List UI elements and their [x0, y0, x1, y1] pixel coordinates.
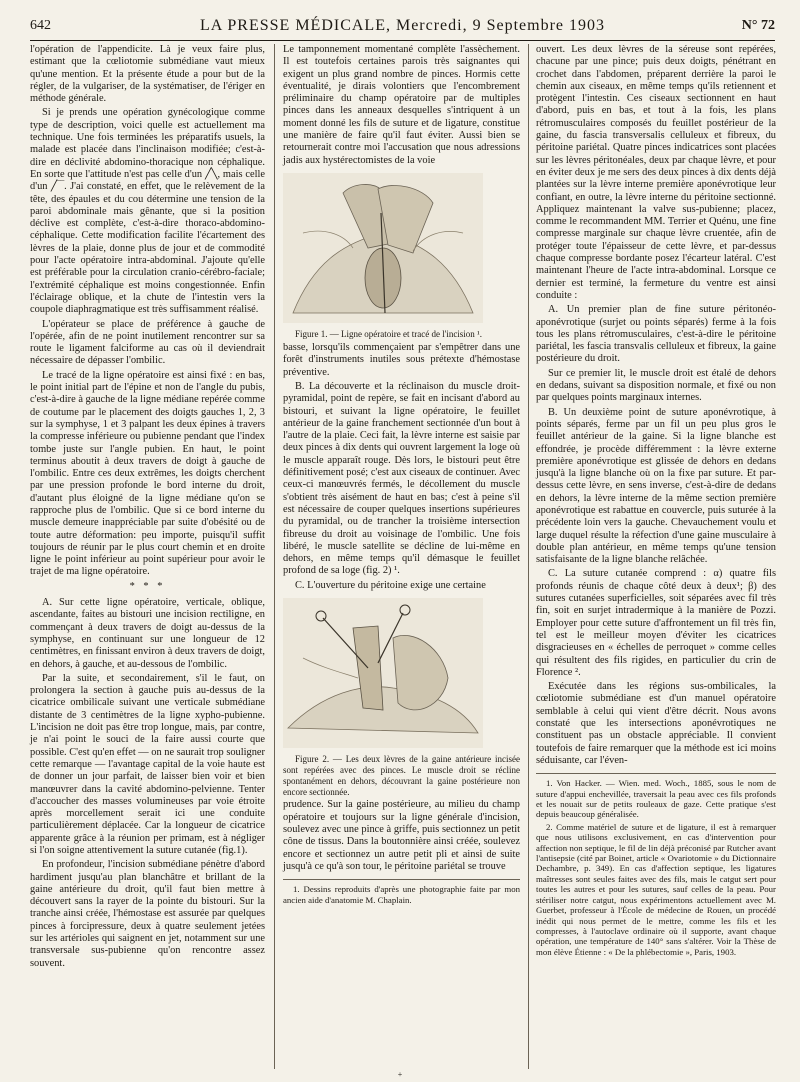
paragraph: C. La suture cutanée comprend : α) quatre fils profonds réunis de chaque côté deux à deux¹; β) des sutures cutanées superficielles, soit séparées avec fil très fin, soit en surjet intradermique à la manière de Pozzi. Employer pour cette suture d'affrontement un fil très fin, tel est le meilleur moyen d'éviter les cicatrices disgracieuses en « échelles de perroquet » comme celles qui résultent des fils rigides, en particulier du crin de Florence ². [536, 568, 776, 678]
column-2 [283, 44, 520, 907]
paragraph: l'opération de l'appendicite. Là je veux faire plus, estimant que la cœliotomie submédiane vaut mieux qu'une mention. Et la présente étude a pour but de la régler, de la vulgariser, de la systématiser, de l'ériger en méthode générale. [30, 44, 265, 105]
paragraph: Le tracé de la ligne opératoire est ainsi fixé : en bas, le point initial part de l'épine et non de l'angle du pubis, c'est-à-dire à gauche de la ligne médiane repérée comme de coutume par le placement des doigts gauches 1, 2, 3 sur la symphyse, 1 et 3 palpant les deux épines à travers la compresse inférieure ou pubienne pendant que l'index tombe juste sur l'angle pubien. En haut, le point terminus aboutit à deux travers de doigt à gauche de l'ombilic. Entre ces deux extrêmes, les doigts cherchent par une pression profonde le bord interne du droit, d'autant plus éloigné de la ligne médiane qu'on se rapproche plus de l'ombilic. Que si ce bord interne du muscle demeure inappréciable par suite d'obésité ou de toute autre déformation: peu importe, puisqu'il suffit toujours de réunir par le plus court chemin et en droite ligne le point inférieur au point supérieur pour avoir le trajet de ma ligne opératoire. [30, 369, 265, 578]
paragraph: C. L'ouverture du péritoine exige une certaine [295, 579, 486, 591]
page-footer-mark: + [397, 1070, 403, 1079]
paragraph: basse, lorsqu'ils commençaient par s'empêtrer dans une forêt d'instruments inutiles sous prétexte d'hémostase préventive. [283, 342, 520, 378]
paragraph: Sur ce premier lit, le muscle droit est étalé de dehors en dedans, suivant sa disposition normale, et fixé ou non par quelques points marginaux internes. [536, 367, 776, 404]
paragraph: L'opérateur se place de préférence à gauche de l'opérée, afin de ne point inutilement rencontrer sur sa route le ligament falciforme au cas où il deviendrait nécessaire de dépasser l'ombilic. [30, 318, 265, 367]
figure-1-caption: Figure 1. — Ligne opératoire et tracé de l'incision ¹. [295, 329, 483, 340]
paragraph: Exécutée dans les régions sus-ombilicales, la cœliotomie submédiane est d'un manuel opératoire semblable à celui qui vient d'être décrit. Nous avons constaté que les intersections aponévrotiques ne constituent pas un obstacle appréciable. Il convient toutefois de faire remarquer que la méthode est ici moins séduisante, car l'éven- [536, 681, 776, 766]
column-1 [30, 44, 265, 972]
footnote: 1. Dessins reproduits d'après une photographie faite par mon ancien aide d'anatomie M. Chaplain. [283, 884, 520, 905]
masthead-title: LA PRESSE MÉDICALE, Mercredi, 9 Septembre 1903 [199, 17, 606, 34]
paragraph: A. Un premier plan de fine suture péritonéo-aponévrotique (surjet ou points séparés) ferme à la fois tous les plans rétromusculaires, c'est-à-dire le péritoine pariétal, les fascia transvalis celluleux et fibreux, la gaine postérieure du droit. [536, 304, 776, 365]
paragraph: B. La découverte et la réclinaison du muscle droit-pyramidal, point de repère, se fait en incisant d'abord au bistouri, et suivant la ligne opératoire, le feuillet antérieur de la gaine franchement sectionnée d'un bout à l'autre de la plaie. Ceci fait, la lèvre interne est saisie par deux pinces à dix dents qui ouvrent largement la loge où le muscle apparaît rouge. Dès lors, le bistouri peut être définitivement posé; c'est aux ciseaux de continuer. Avec ceux-ci manœuvrés fermés, le décollement du muscle s'obtient très aisément de haut en bas; c'est à peine s'il est nécessaire de couper quelques insertions supérieures du pyramidal, ou de trancher la troisième intersection fibreuse du droit au voisinage de l'ombilic. Une fois libéré, le muscle satellite se décline de lui-même en dehors, en même temps qu'il démasque le feuillet profond de sa loge (fig. 2) ¹. [283, 380, 520, 577]
issue-number: N° 72 [741, 18, 775, 33]
figure-2-caption: Figure 2. — Les deux lèvres de la gaine antérieure incisée sont repérées avec des pinces. Le muscle droit se récline spontanément en dehors, découvrant la gaine postérieure non encore sectionnée. [283, 754, 520, 797]
footnote: 2. Comme matériel de suture et de ligature, il est à remarquer que nous utilisons exclusivement, en cas d'intervention pour affection non septique, le fil de lin déjà préconisé par Rutcher avant l'antisepsie (cité par Boinet, article « Ovariotomie » du Dictionnaire Dechambre, p. 349). En cas d'affection septique, les ligatures maîtresses sont seules faites avec des fils, mais le catgut sert pour toutes les autres et pour les sutures, sauf celles de la peau. Pour stériliser notre catgut, nous expérimentons actuellement avec M. Guerbet, professeur à l'École de médecine de Rouen, un procédé inédit qui nous permet de le mettre, comme les fils et les compresses, à l'autoclave ordinaire où il supporte, avant chaque opération, une température de 140° sans s'altérer. Voir la Thèse de mon élève Étienne : « De la phlébectomie », Paris, 1903. [536, 821, 776, 957]
paragraph: En profondeur, l'incision submédiane pénètre d'abord hardiment jusqu'au plan blanchâtre et brillant de la gaine antérieure du droit, qu'il faut bien mettre à découvert sans la rayer de la pointe du bistouri. Sur la tranche ainsi créée, l'hémostase est assurée par quelques pinces à forcipressure, deux à quatre seulement jetées sur les artérioles qui saignent en jet, notamment sur une transversale sus-pubienne qu'on rencontre assez souvent. [30, 859, 265, 969]
column-3 [536, 44, 776, 959]
paragraph: ouvert. Les deux lèvres de la séreuse sont repérées, chacune par une pince; puis deux doigts, pénétrant en crochet dans l'abdomen, préparent derrière la paroi le chemin aux ciseaux, en même temps qu'ils retiennent et protègent l'intestin. Ces ciseaux sectionnent en haut d'abord, puis en bas, et tout à la fois, les plans rétromusculaires composés du feuillet postérieur de la gaine, du fascia transversalis celluleux et fibreux, du péritoine pariétal. Quatre pinces indicatrices sont placées sur les lèvres péritonéales, deux par chaque lèvre, et pour en éviter deux je me sers des deux pinces à dix dents déjà plantées sur la lèvre interne première aponévrotique leur confiant, en outre, la lèvre interne du péritoine sectionné. Appliquez maintenant la valve sus-pubienne; placez, comme le recommandent MM. Terrier et Quénu, une fine compresse marginale sur chaque lèvre cruentée, afin de protéger toute l'épaisseur de cette lèvre, et par-dessus chaque compresse bordante posez l'écarteur latéral. C'est maintenant l'heure de l'acte intra-abdominal. Lorsque ce dernier est terminé, la fermeture du ventre est ainsi conduite : [536, 44, 776, 301]
section-separator: * * * [129, 580, 166, 592]
paragraph: B. Un deuxième point de suture aponévrotique, à points séparés, ferme par un fil un peu plus gros le feuillet antérieur de la gaine. Si la ligne blanche est effondrée, je procède différemment : la lèvre externe première aponévrotique est glissée de dehors en dedans jusqu'à la ligne blanche où on la fixe par suture. Et par-dessus cette lèvre, en sens inverse, c'est-à-dire de dedans en dehors, la lèvre interne de la même section première aponévrotique est rabattue en couvercle, puis suturée à la précédente loin vers la gauche. Chevauchement voulu et large duquel résulte la réfection d'une gaine musculaire à double plan antérieur, en même temps qu'une tension satisfaisante de la ligne blanche relâchée. [536, 406, 776, 566]
column-divider [274, 44, 275, 1069]
paragraph: A. Sur cette ligne opératoire, verticale, oblique, ascendante, faites au bistouri une incision rectiligne, en commençant à deux travers de doigt au-dessus de la symphyse, en continuant sur une longueur de 12 centimètres, en finissant environ à deux travers de doigt, en dehors, à gauche, et au-dessous de l'ombilic. [30, 597, 265, 670]
paragraph: Si je prends une opération gynécologique comme type de description, voici quelle est actuellement ma technique. Une fois terminées les préparatifs usuels, la malade est placée dans l'inclinaison modifiée; c'est-à-dire en déclivité abdomino-thoracique non céphalique. En sorte que l'attitude n'est pas celle d'un ╱╲, mais celle d'un ╱‾‾. J'ai constaté, en effet, que le relèvement de la tête, des épaules et du cou détermine une tension de la paroi abdominale mais gênante, que si la position déclive est complète, c'est-à-dire thoraco-abdomino-céphalique. Cette modification facilite l'écartement des lèvres de la plaie, donne plus de jour et de commodité pour l'acte opératoire intra-abdominal. J'ajoute qu'elle est préférable pour la circulation cranio-cérébro-faciale; l'extrémité céphalique est moins congestionnée. Enfin l'éclairage oblique, et la chute de l'intestin vers la coupole diaphragmatique est très suffisamment réalisé. [30, 107, 265, 316]
figure-1-illustration [283, 173, 483, 323]
column-divider [528, 44, 529, 1069]
paragraph: prudence. Sur la gaine postérieure, au milieu du champ opératoire et toujours sur la ligne générale d'incision, soulevez avec une pince à griffe, puis sectionnez un petit cône de tissus. Dans la boutonnière ainsi créée, soulevez encore et sectionnez un autre petit pli et ainsi de suite jusqu'à ce qu'à son tour, le péritoine pariétal se trouve [283, 799, 520, 872]
figure-2-illustration [283, 598, 483, 748]
paragraph: Le tamponnement momentané complète l'assèchement. Il est toutefois certaines parois très saignantes qui exigent un plus grand nombre de pinces. Hormis cette éventualité, je dirais volontiers que l'encombrement préliminaire du champ opératoire par de multiples pinces dans les anneaux desquelles s'intriquent à un moment donné les fils de suture et de ligature, constitue une manière de faire qu'il faut éviter. Aussi bien se retournerait contre moi l'accusation que nous adressions jadis aux hystérectomistes de la voie [283, 44, 520, 166]
footnotes [283, 879, 520, 905]
page-number: 642 [30, 18, 51, 33]
page-header [30, 14, 775, 41]
footnote: 1. Von Hacker. — Wien. med. Woch., 1885, sous le nom de suture d'appui enchevillée, traversait la peau avec ces fils profonds et les nouait sur de petits rouleaux de gaze. Cette pratique s'est depuis beaucoup généralisée. [536, 778, 776, 820]
footnotes [536, 773, 776, 957]
paragraph: Par la suite, et secondairement, s'il le faut, on prolongera la section à gauche puis au-dessus de la cicatrice ombilicale suivant une verticale submédiane distante de 3 centimètres de la ligne xypho-pubienne. L'incision ne doit pas être trop longue, mais, par contre, je n'ai point le souci de la faire aussi courte que possible. C'est qu'en effet — on ne saurait trop souligner cette remarque — l'avantage capital de la voie haute est de donner un jour parfait, de laisser bien voir et bien manœuvrer dans la cavité abdomino-pelvienne. Tenter d'accoucher des masses volumineuses par voie étroite après morcellement serait ici une conduite particulièrement déplacée. Car la longueur de cicatrice apparente grâce à la réunion per primam, est à négliger si l'on soigne attentivement la suture cutanée (fig.1). [30, 672, 265, 856]
